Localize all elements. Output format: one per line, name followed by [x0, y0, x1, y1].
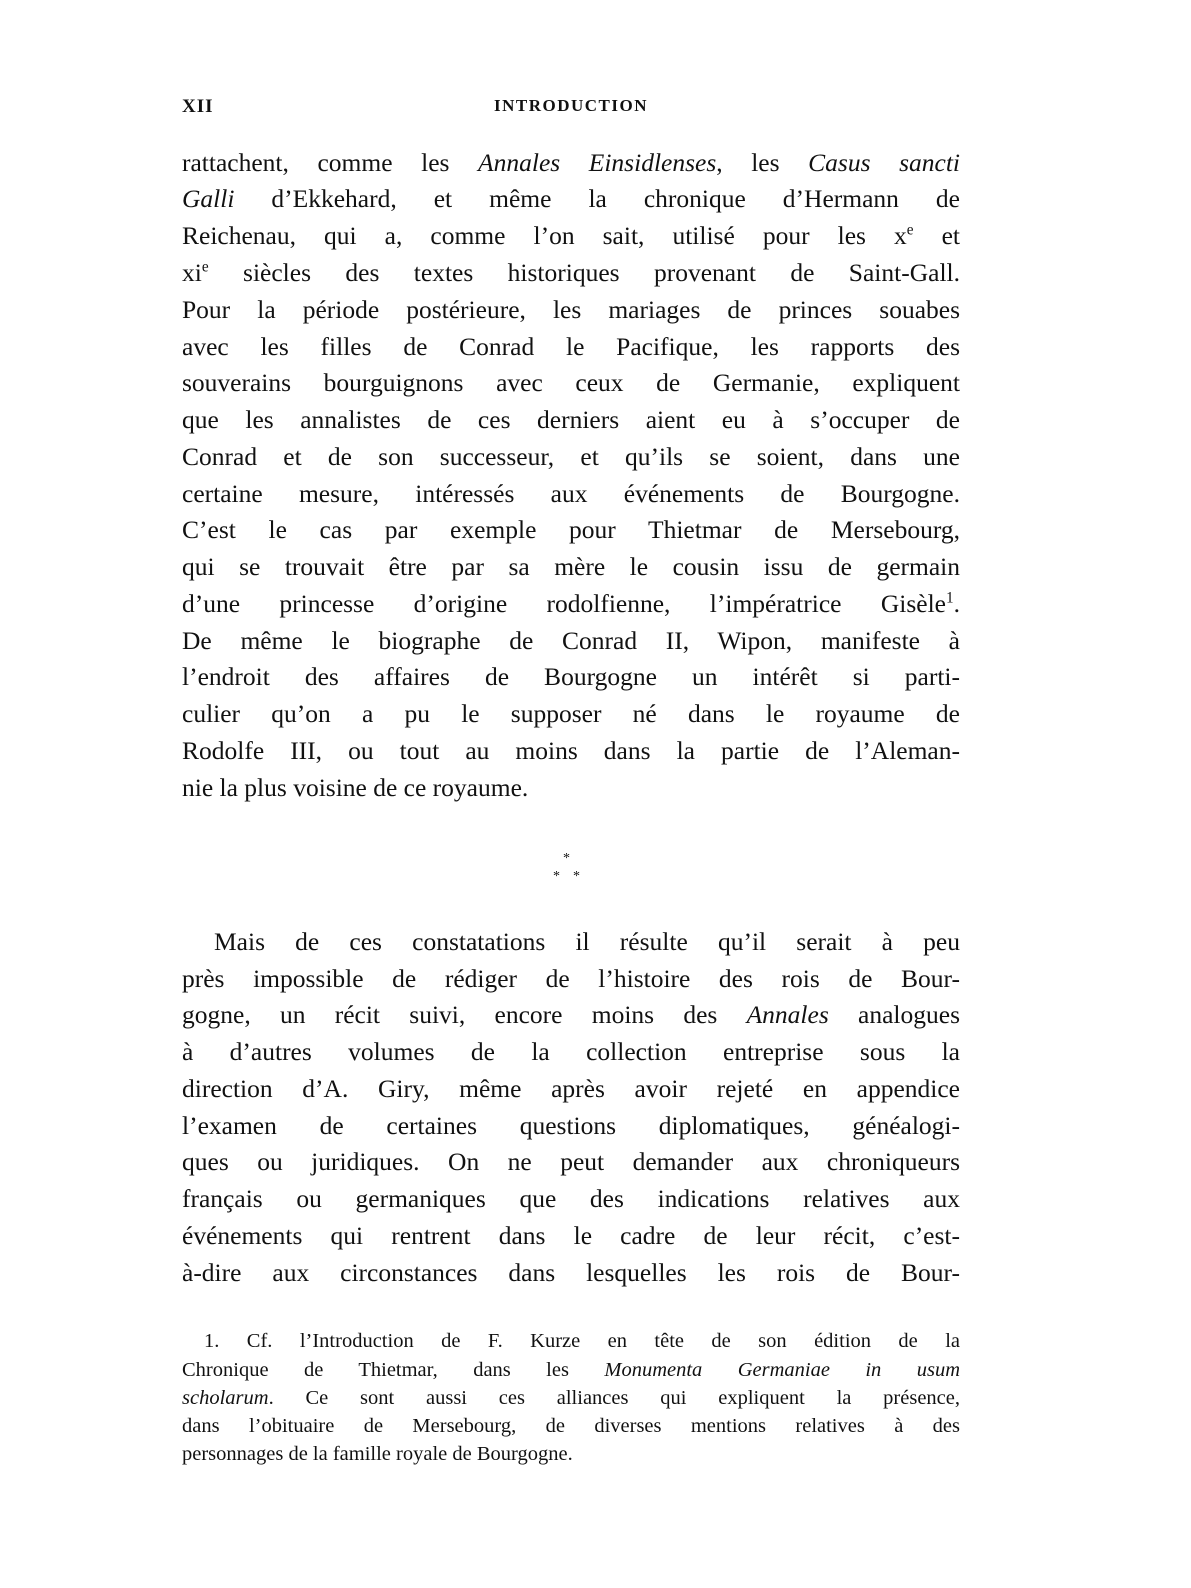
text-line: direction d’A. Giry, même après avoir rejeté en appendice — [182, 1074, 960, 1103]
text-line: Galli d’Ekkehard, et même la chronique d’Hermann de — [182, 184, 960, 213]
running-title: INTRODUCTION — [493, 96, 649, 115]
page-number: XII — [182, 96, 214, 117]
text-line: $xi^e$ siècles des textes historiques provenant de Saint-Gall. — [182, 258, 960, 287]
text-line: Conrad et de son successeur, et qu’ils se soient, dans une — [182, 442, 960, 471]
text-line: rattachent, comme les Annales Einsidlenses, les Casus sancti — [182, 148, 960, 177]
text-line: Pour la période postérieure, les mariages de princes souabes — [182, 295, 960, 324]
text-line: certaine mesure, intéressés aux événements de Bourgogne. — [182, 479, 960, 508]
text-line: souverains bourguignons avec ceux de Germanie, expliquent — [182, 368, 960, 397]
text-line: près impossible de rédiger de l’histoire des rois de Bour- — [182, 964, 960, 993]
asterism-separator — [545, 852, 589, 892]
footnote-line: personnages de la famille royale de Bourgogne. — [182, 1443, 573, 1465]
text-line: événements qui rentrent dans le cadre de leur récit, c’est- — [182, 1221, 960, 1250]
asterism-star: * — [563, 851, 570, 866]
text-line: qui se trouvait être par sa mère le cousin issu de germain — [182, 552, 960, 581]
text-line: l’examen de certaines questions diplomatiques, généalogi- — [182, 1111, 960, 1140]
text-line: à d’autres volumes de la collection entreprise sous la — [182, 1037, 960, 1066]
text-line: C’est le cas par exemple pour Thietmar de Mersebourg, — [182, 515, 960, 544]
running-head — [182, 96, 960, 124]
text-line: d’une princesse d’origine rodolfienne, l’impératrice Gisèle$^1$. — [182, 589, 960, 618]
text-line: culier qu’on a pu le supposer né dans le royaume de — [182, 699, 960, 728]
text-line: Rodolfe III, ou tout au moins dans la partie de l’Aleman- — [182, 736, 960, 765]
text-line: Mais de ces constatations il résulte qu’il serait à peu — [214, 927, 960, 956]
text-line: De même le biographe de Conrad II, Wipon, manifeste à — [182, 626, 960, 655]
asterism-star: * — [553, 869, 560, 884]
asterism-star: * — [573, 869, 580, 884]
text-line: nie la plus voisine de ce royaume. — [182, 773, 529, 802]
text-line: à-dire aux circonstances dans lesquelles les rois de Bour- — [182, 1258, 960, 1287]
text-line: que les annalistes de ces derniers aient eu à s’occuper de — [182, 405, 960, 434]
footnote-line: 1. Cf. l’Introduction de F. Kurze en tête de son édition de la — [204, 1330, 960, 1352]
text-line: l’endroit des affaires de Bourgogne un intérêt si parti- — [182, 662, 960, 691]
footnote-marker: 1 — [945, 589, 954, 607]
text-line: gogne, un récit suivi, encore moins des Annales analogues — [182, 1000, 960, 1029]
text-line: avec les filles de Conrad le Pacifique, les rapports des — [182, 332, 960, 361]
footnote-line: dans l’obituaire de Mersebourg, de diverses mentions relatives à des — [182, 1415, 960, 1437]
text-line: ques ou juridiques. On ne peut demander aux chroniqueurs — [182, 1147, 960, 1176]
footnote-line: scholarum. Ce sont aussi ces alliances qui expliquent la présence, — [182, 1387, 960, 1409]
text-line: Reichenau, qui a, comme l’on sait, utilisé pour les $x^e$ et — [182, 221, 960, 250]
text-line: français ou germaniques que des indications relatives aux — [182, 1184, 960, 1213]
footnote-line: Chronique de Thietmar, dans les Monumenta Germaniae in usum — [182, 1359, 960, 1381]
